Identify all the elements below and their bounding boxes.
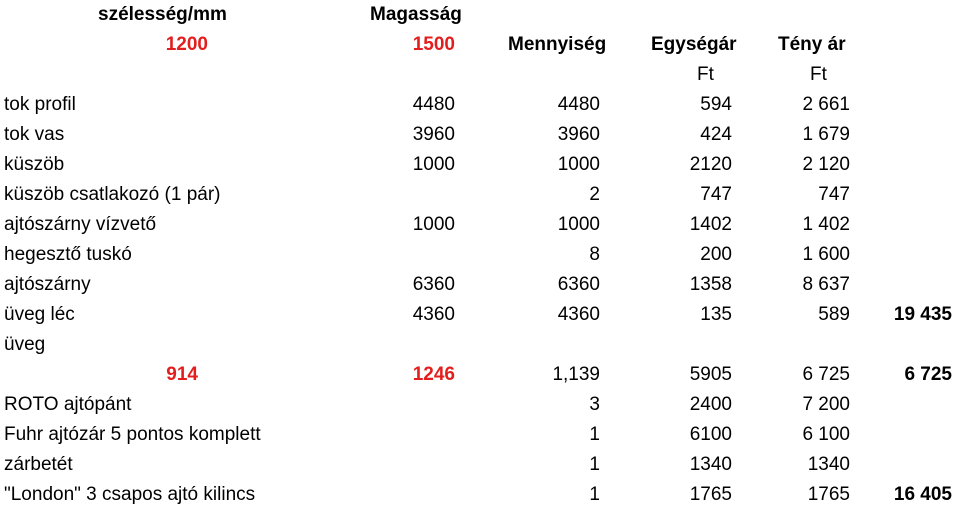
glass-quantity: 1,139	[552, 364, 600, 385]
item-unit-price: 1402	[689, 214, 732, 235]
width-header: szélesség/mm	[98, 4, 227, 25]
item-actual-price: 8 637	[802, 274, 850, 295]
item-quantity: 6360	[557, 274, 600, 295]
item-height: 1000	[412, 214, 455, 235]
table-row	[0, 450, 960, 480]
item-label: ajtószárny vízvető	[4, 214, 157, 235]
item-label: tok profil	[4, 94, 76, 115]
group-subtotal: 19 435	[893, 304, 952, 325]
item-label: üveg	[4, 334, 46, 355]
item-actual-price: 1 600	[802, 244, 850, 265]
item-actual-price: 2 661	[802, 94, 850, 115]
item-height: 4480	[412, 94, 455, 115]
table-row	[0, 150, 960, 180]
item-actual-price: 2 120	[802, 154, 850, 175]
item-label: tok vas	[4, 124, 65, 145]
item-unit-price: 6100	[689, 424, 732, 445]
unit-price-header: Egységár	[651, 34, 737, 55]
item-quantity: 4360	[557, 304, 600, 325]
item-actual-price: 1765	[807, 484, 850, 505]
item-quantity: 2	[589, 184, 600, 205]
item-label: üveg léc	[4, 304, 75, 325]
item-unit-price: 135	[700, 304, 732, 325]
table-row	[0, 240, 960, 270]
item-quantity: 1000	[557, 154, 600, 175]
item-unit-price: 747	[700, 184, 732, 205]
item-unit-price: 594	[700, 94, 732, 115]
actual-price-header: Tény ár	[778, 34, 846, 55]
item-actual-price: 7 200	[802, 394, 850, 415]
table-row	[0, 90, 960, 120]
item-label: küszöb csatlakozó (1 pár)	[4, 184, 221, 205]
item-label: küszöb	[4, 154, 65, 175]
item-unit-price: 1358	[689, 274, 732, 295]
item-quantity: 1	[589, 484, 600, 505]
table-row	[0, 180, 960, 210]
glass-width: 914	[166, 364, 198, 385]
item-label: "London" 3 csapos ajtó kilincs	[4, 484, 256, 505]
item-label: Fuhr ajtózár 5 pontos komplett	[4, 424, 261, 445]
item-quantity: 1	[589, 424, 600, 445]
item-unit-price: 2400	[689, 394, 732, 415]
group-subtotal: 16 405	[893, 484, 952, 505]
table-row	[0, 420, 960, 450]
item-label: ajtószárny	[4, 274, 91, 295]
item-height: 1000	[412, 154, 455, 175]
glass-row	[0, 360, 960, 390]
item-unit-price: 1340	[689, 454, 732, 475]
item-actual-price: 1 679	[802, 124, 850, 145]
header-row-3	[0, 60, 960, 90]
header-row-2	[0, 30, 960, 60]
item-label: zárbetét	[4, 454, 73, 475]
header-row-1	[0, 0, 960, 30]
item-unit-price: 1765	[689, 484, 732, 505]
table-row	[0, 330, 960, 360]
item-label: ROTO ajtópánt	[4, 394, 132, 415]
item-quantity: 3	[589, 394, 600, 415]
quantity-header: Mennyiség	[508, 34, 607, 55]
table-row	[0, 300, 960, 330]
item-unit-price: 200	[700, 244, 732, 265]
item-quantity: 3960	[557, 124, 600, 145]
item-quantity: 1	[589, 454, 600, 475]
item-unit-price: 424	[700, 124, 732, 145]
item-quantity: 4480	[557, 94, 600, 115]
item-actual-price: 6 100	[802, 424, 850, 445]
item-height: 3960	[412, 124, 455, 145]
glass-actual-price: 6 725	[802, 364, 850, 385]
width-value: 1200	[165, 34, 208, 55]
item-height: 6360	[412, 274, 455, 295]
item-unit-price: 2120	[689, 154, 732, 175]
table-row	[0, 210, 960, 240]
table-row	[0, 120, 960, 150]
item-actual-price: 589	[818, 304, 850, 325]
height-header: Magasság	[370, 4, 462, 25]
table-row	[0, 390, 960, 420]
item-quantity: 1000	[557, 214, 600, 235]
item-height: 4360	[412, 304, 455, 325]
glass-height: 1246	[412, 364, 455, 385]
glass-unit-price: 5905	[689, 364, 732, 385]
table-row	[0, 270, 960, 300]
item-label: hegesztő tuskó	[4, 244, 132, 265]
glass-subtotal: 6 725	[904, 364, 952, 385]
height-value: 1500	[412, 34, 455, 55]
item-actual-price: 1340	[807, 454, 850, 475]
item-quantity: 8	[589, 244, 600, 265]
item-actual-price: 1 402	[802, 214, 850, 235]
unit-price-currency: Ft	[697, 64, 714, 85]
table-row	[0, 480, 960, 510]
item-actual-price: 747	[818, 184, 850, 205]
actual-price-currency: Ft	[810, 64, 827, 85]
